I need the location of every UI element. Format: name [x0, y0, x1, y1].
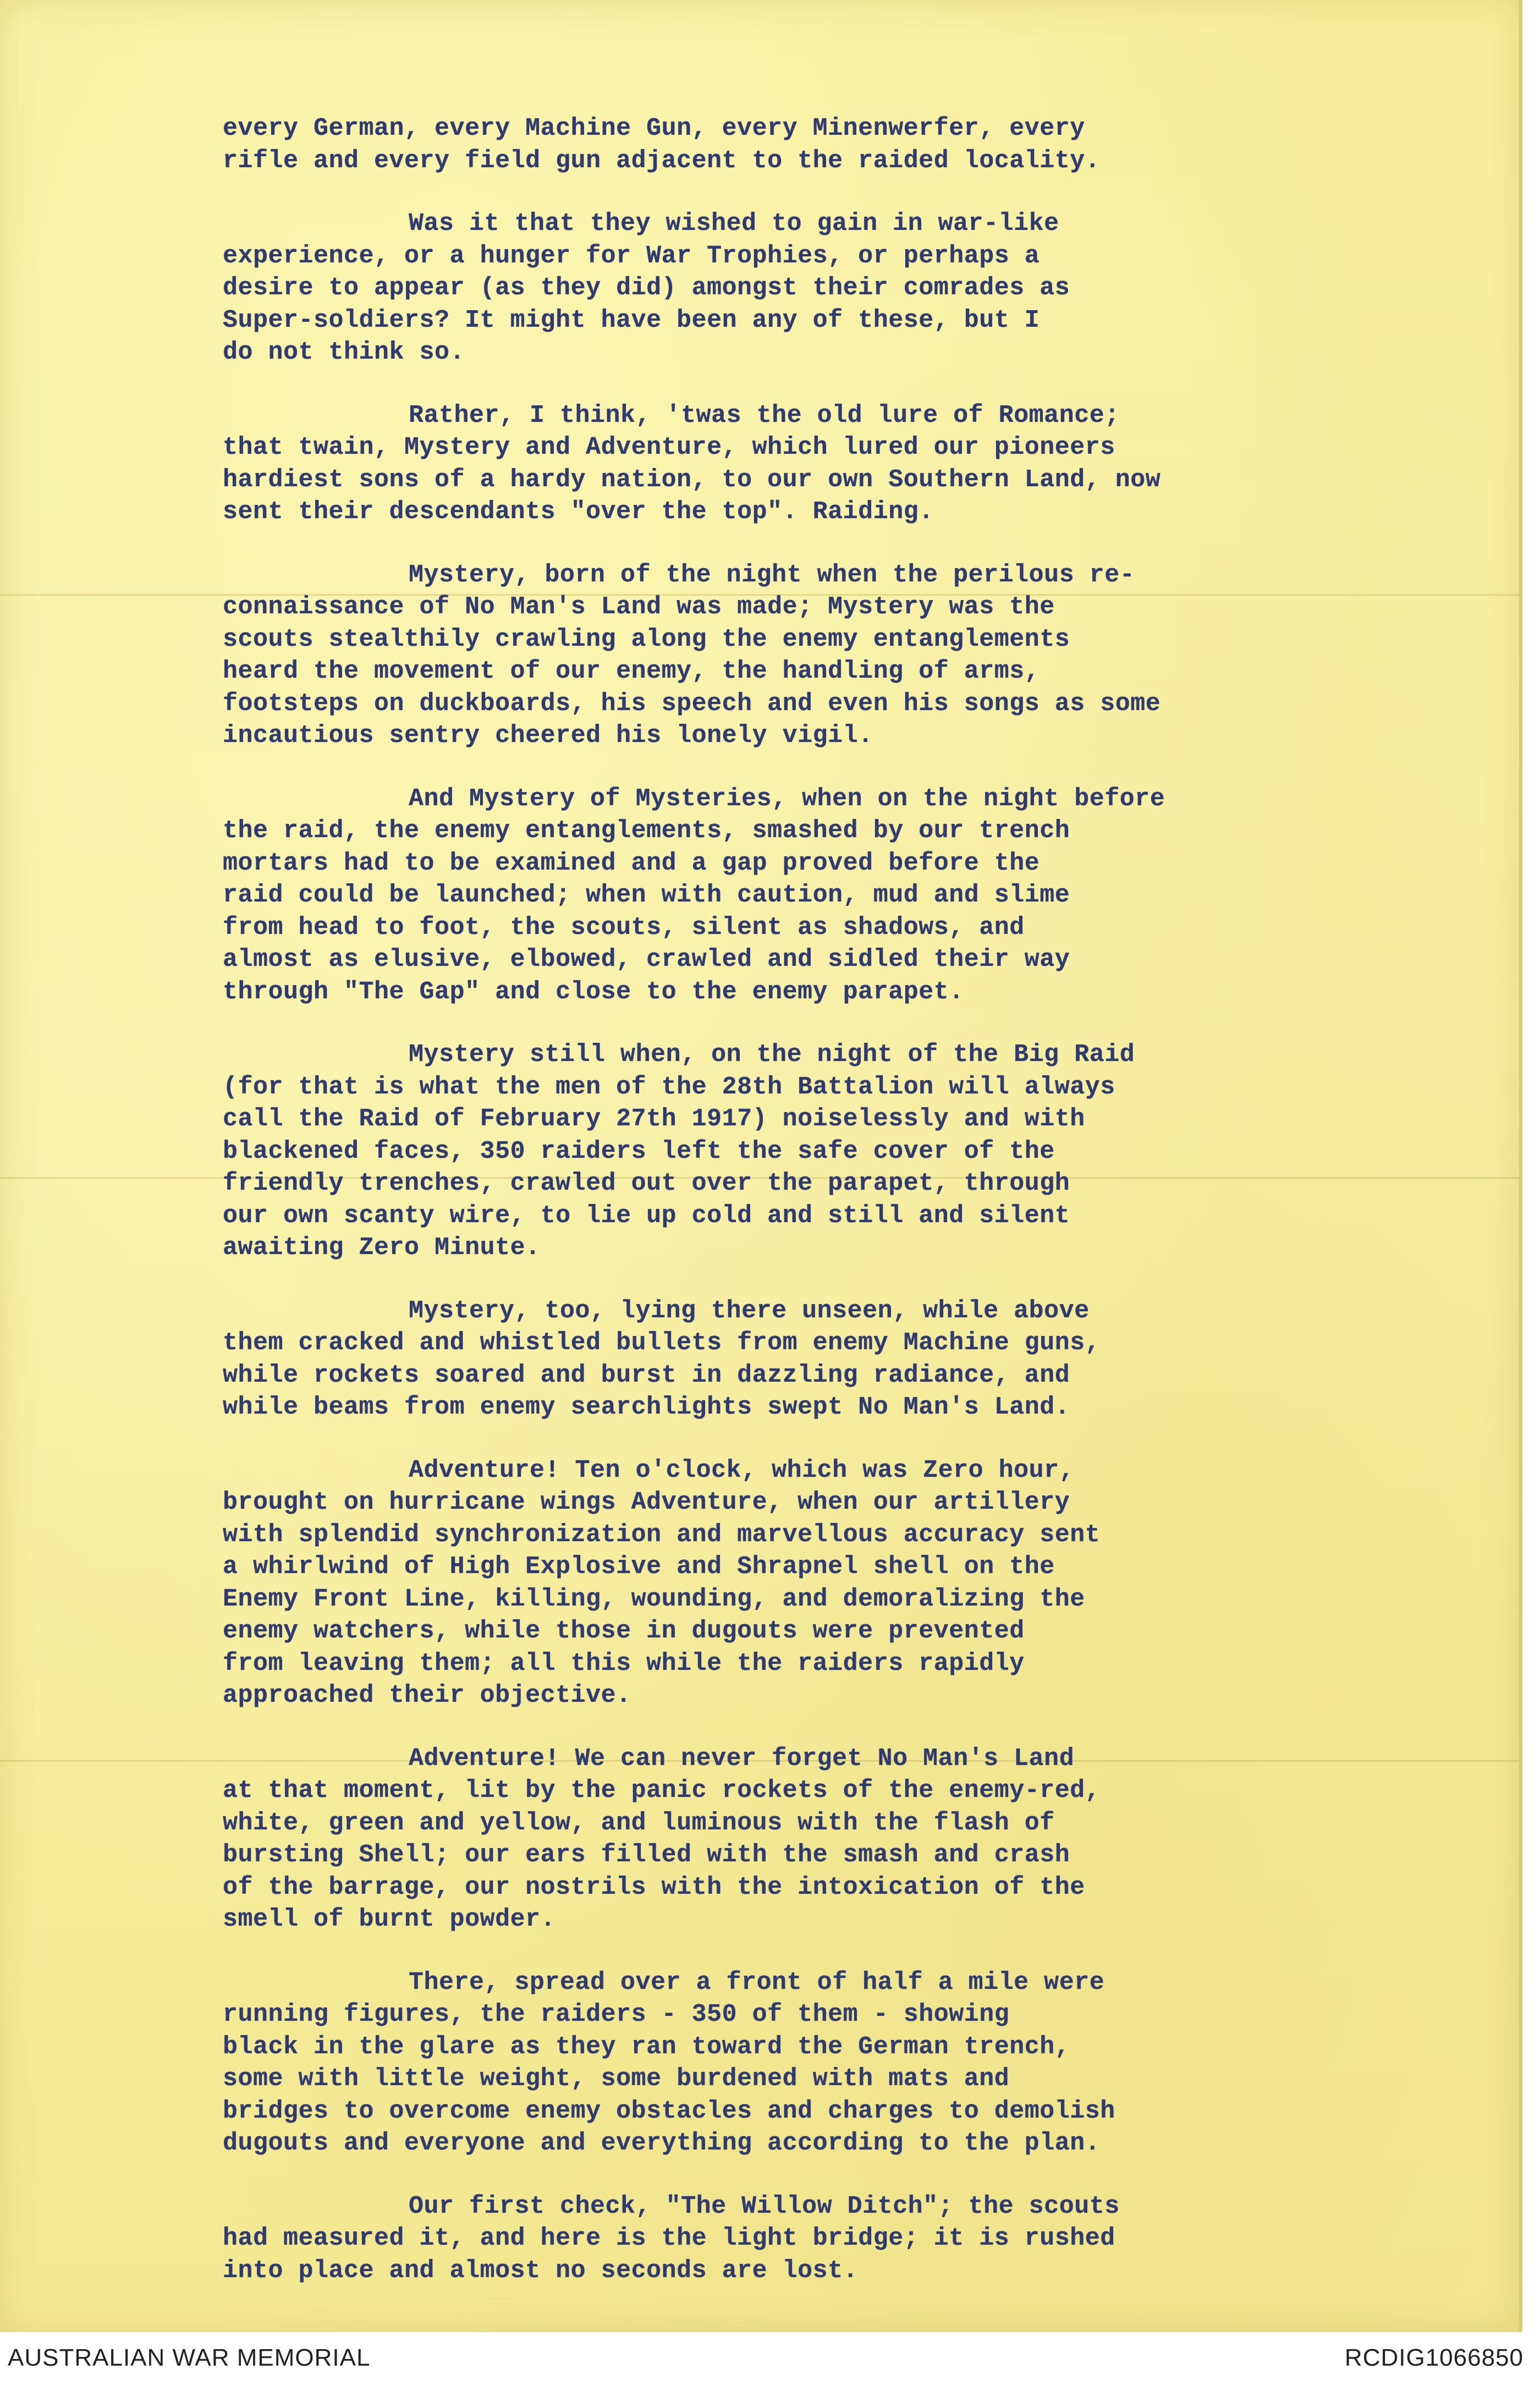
text-line: brought on hurricane wings Adventure, when our artillery — [223, 1488, 1070, 1516]
text-line: had measured it, and here is the light bridge; it is rushed — [223, 2224, 1115, 2252]
archive-credit: AUSTRALIAN WAR MEMORIAL — [8, 2344, 371, 2371]
text-line: them cracked and whistled bullets from enemy Machine guns, — [223, 1329, 1101, 1357]
text-line: our own scanty wire, to lie up cold and still and silent — [223, 1201, 1070, 1230]
paragraph — [223, 559, 1405, 752]
text-line: smell of burnt powder. — [223, 1905, 556, 1933]
text-line: Adventure! Ten o'clock, which was Zero hour, — [409, 1456, 1075, 1485]
text-line: raid could be launched; when with caution, mud and slime — [223, 881, 1070, 909]
text-line: of the barrage, our nostrils with the intoxication of the — [223, 1873, 1085, 1901]
text-line: into place and almost no seconds are lost. — [223, 2256, 859, 2285]
text-line: white, green and yellow, and luminous with the flash of — [223, 1808, 1055, 1837]
text-line: Enemy Front Line, killing, wounding, and demoralizing the — [223, 1585, 1085, 1613]
text-line: (for that is what the men of the 28th Battalion will always — [223, 1073, 1115, 1101]
text-line: Mystery still when, on the night of the Big Raid — [409, 1041, 1135, 1069]
text-line: experience, or a hunger for War Trophies, or perhaps a — [223, 241, 1040, 270]
text-line: do not think so. — [223, 338, 465, 366]
text-line: dugouts and everyone and everything according to the plan. — [223, 2129, 1101, 2157]
text-line: incautious sentry cheered his lonely vigil. — [223, 722, 873, 750]
archive-reference-id: RCDIG1066850 — [1344, 2344, 1524, 2371]
text-line: call the Raid of February 27th 1917) noiselessly and with — [223, 1105, 1085, 1133]
text-line: every German, every Machine Gun, every Minenwerfer, every — [223, 114, 1085, 142]
text-line: Rather, I think, 'twas the old lure of Romance; — [409, 401, 1120, 430]
text-line: hardiest sons of a hardy nation, to our own Southern Land, now — [223, 465, 1161, 494]
text-line: Adventure! We can never forget No Man's Land — [409, 1744, 1075, 1773]
text-line: almost as elusive, elbowed, crawled and sidled their way — [223, 945, 1070, 974]
text-line: approached their objective. — [223, 1681, 631, 1709]
text-line: while rockets soared and burst in dazzling radiance, and — [223, 1361, 1070, 1389]
text-line: while beams from enemy searchlights swept No Man's Land. — [223, 1393, 1070, 1421]
text-line: Mystery, too, lying there unseen, while above — [409, 1296, 1090, 1325]
paragraph — [223, 1967, 1405, 2160]
text-line: Our first check, "The Willow Ditch"; the scouts — [409, 2192, 1120, 2220]
text-line: from head to foot, the scouts, silent as shadows, and — [223, 913, 1025, 942]
text-line: blackened faces, 350 raiders left the safe cover of the — [223, 1137, 1055, 1165]
text-line: running figures, the raiders - 350 of them - showing — [223, 2000, 1010, 2028]
text-line: some with little weight, some burdened with mats and — [223, 2065, 1010, 2093]
text-line: Mystery, born of the night when the perilous re- — [409, 560, 1135, 589]
text-line: that twain, Mystery and Adventure, which lured our pioneers — [223, 433, 1115, 461]
text-line: from leaving them; all this while the raiders rapidly — [223, 1649, 1025, 1678]
paragraph — [223, 400, 1405, 529]
text-line: bridges to overcome enemy obstacles and charges to demolish — [223, 2097, 1115, 2125]
text-line: Super-soldiers? It might have been any of these, but I — [223, 306, 1040, 334]
text-line: with splendid synchronization and marvellous accuracy sent — [223, 1520, 1101, 1549]
text-line: awaiting Zero Minute. — [223, 1234, 541, 1262]
text-line: Was it that they wished to gain in war-like — [409, 210, 1059, 238]
paragraph — [223, 2191, 1405, 2288]
text-line: heard the movement of our enemy, the handling of arms, — [223, 657, 1040, 685]
text-line: footsteps on duckboards, his speech and even his songs as some — [223, 689, 1161, 718]
paragraph — [223, 1743, 1405, 1936]
text-line: And Mystery of Mysteries, when on the night before — [409, 784, 1165, 813]
text-line: There, spread over a front of half a mile were — [409, 1968, 1105, 1997]
paragraph — [223, 783, 1405, 1009]
paragraph — [223, 1039, 1405, 1265]
paragraph — [223, 208, 1405, 369]
text-line: sent their descendants "over the top". Raiding. — [223, 498, 934, 526]
text-line: the raid, the enemy entanglements, smashed by our trench — [223, 817, 1070, 845]
document-body — [223, 113, 1405, 2318]
paragraph — [223, 1295, 1405, 1424]
text-line: mortars had to be examined and a gap proved before the — [223, 849, 1040, 877]
text-line: at that moment, lit by the panic rockets of the enemy-red, — [223, 1777, 1101, 1805]
text-line: bursting Shell; our ears filled with the smash and crash — [223, 1841, 1070, 1869]
text-line: a whirlwind of High Explosive and Shrapnel shell on the — [223, 1553, 1055, 1581]
text-line: friendly trenches, crawled out over the parapet, through — [223, 1169, 1070, 1197]
text-line: rifle and every field gun adjacent to the raided locality. — [223, 146, 1101, 175]
text-line: desire to appear (as they did) amongst their comrades as — [223, 274, 1070, 302]
text-line: through "The Gap" and close to the enemy parapet. — [223, 977, 964, 1006]
text-line: scouts stealthily crawling along the enemy entanglements — [223, 625, 1070, 653]
text-line: black in the glare as they ran toward the German trench, — [223, 2032, 1070, 2061]
text-line: connaissance of No Man's Land was made; Mystery was the — [223, 593, 1055, 621]
paragraph — [223, 113, 1405, 177]
text-line: enemy watchers, while those in dugouts were prevented — [223, 1617, 1025, 1645]
paragraph — [223, 1455, 1405, 1712]
